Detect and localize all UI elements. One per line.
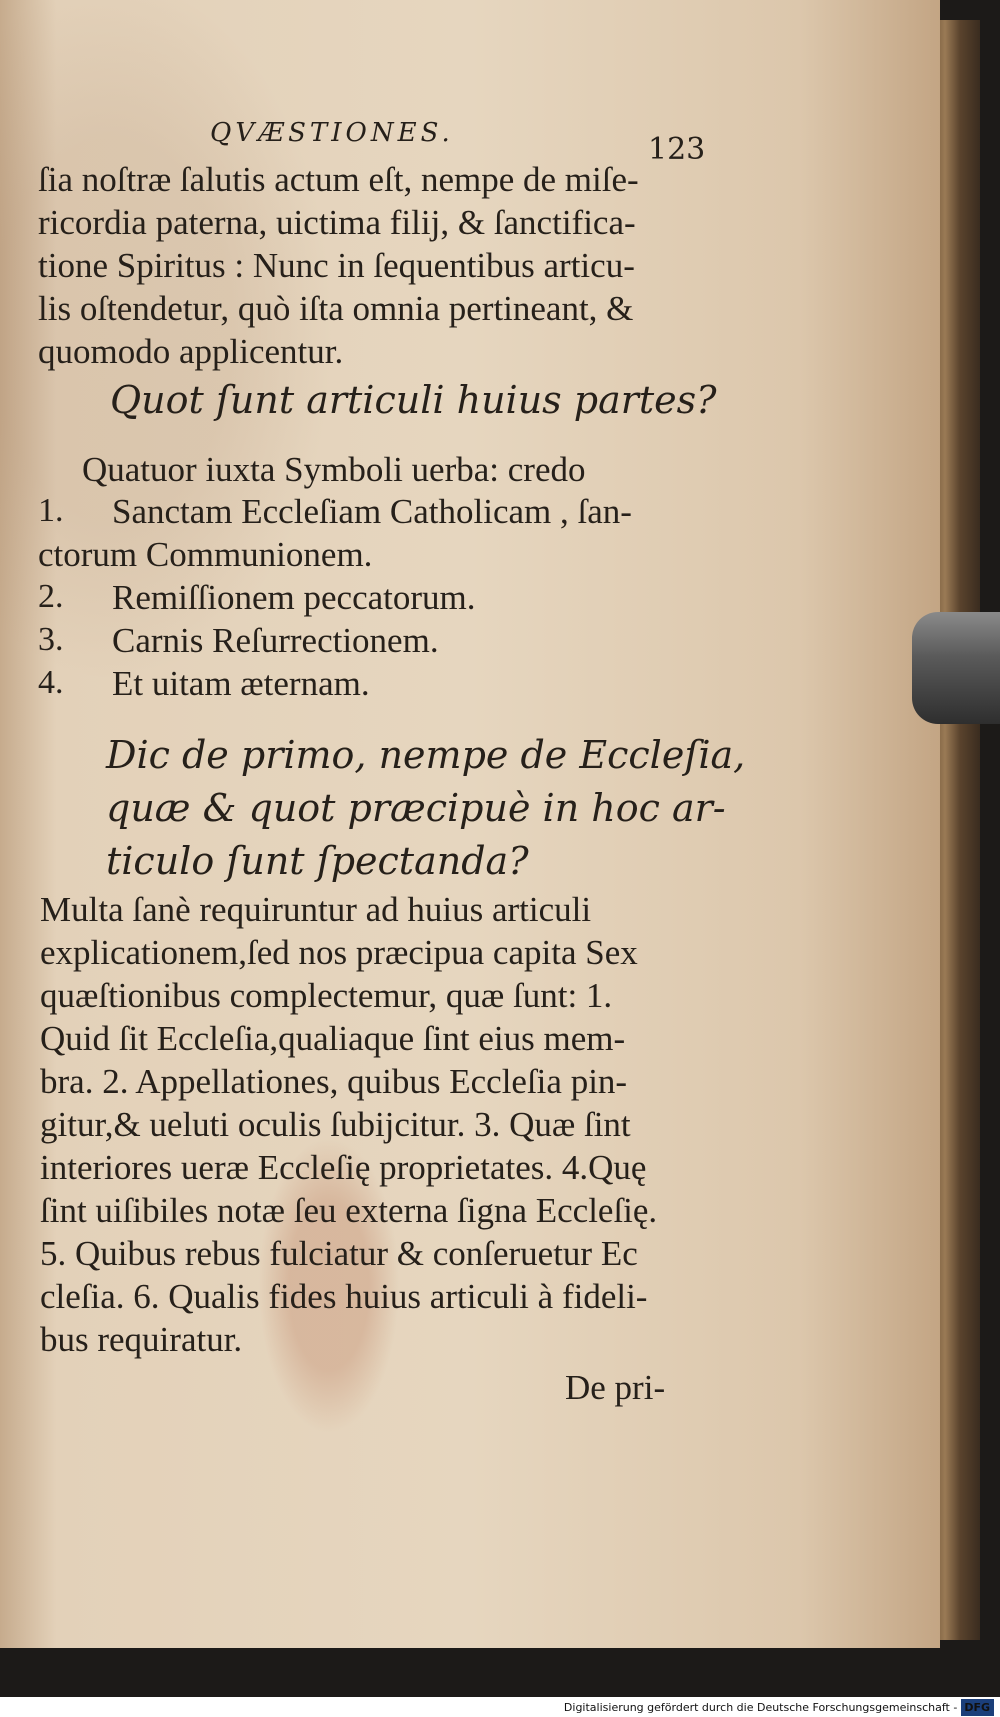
text-line: quæſtionibus complectemur, quæ ſunt: 1. [40,976,613,1015]
credit-text: Digitalisierung gefördert durch die Deutsche Forschungsgemeinschaft - [563,1700,958,1714]
heading-line: ticulo ſunt ſpectanda? [106,839,529,883]
heading-line: quæ & quot præcipuè in hoc ar- [106,786,726,830]
page-number: 123 [648,132,706,167]
part-number: 3. [38,621,64,658]
part-number: 2. [38,578,64,615]
text-line: bra. 2. Appellationes, quibus Eccleſia pin- [40,1062,628,1101]
catchword: De pri- [565,1368,666,1407]
running-head: QVÆSTIONES. [210,118,454,148]
text-line: lis oſtendetur, quò iſta omnia pertineant, & [38,289,634,328]
text-line: ſia noſtræ ſalutis actum eſt, nempe de miſe- [38,160,639,199]
part-text: Carnis Reſurrectionem. [112,621,439,660]
book-clasp [912,612,1000,724]
text-line: ricordia paterna, uictima filij, & ſanctifica- [38,203,636,242]
text-line: explicationem,ſed nos præcipua capita Sex [40,933,638,972]
text-line: gitur,& ueluti oculis ſubijcitur. 3. Quæ ſint [40,1105,631,1144]
text-line: interiores ueræ Eccleſię proprietates. 4.Quę [40,1148,647,1187]
text-line: quomodo applicentur. [38,332,344,371]
part-text: Remiſſionem peccatorum. [112,578,476,617]
text-line: cleſia. 6. Qualis fides huius articuli à fideli- [40,1277,648,1316]
text-line: Quid ſit Eccleſia,qualiaque ſint eius mem- [40,1019,626,1058]
part-text: ctorum Communionem. [38,535,373,574]
digitization-credit-bar [0,1697,1000,1717]
part-text: Et uitam æternam. [112,664,370,703]
part-number: 4. [38,664,64,701]
question-heading-1: Quot ſunt articuli huius partes? [110,378,717,422]
part-number: 1. [38,492,64,529]
text-line: 5. Quibus rebus fulciatur & conſeruetur Ec [40,1234,638,1273]
answer-intro: Quatuor iuxta Symboli uerba: credo [82,450,586,489]
part-text: Sanctam Eccleſiam Catholicam , ſan- [112,492,632,531]
text-line: Multa ſanè requiruntur ad huius articuli [40,890,592,929]
text-line: ſint uiſibiles notæ ſeu externa ſigna Eccleſię. [40,1191,658,1230]
heading-line: Dic de primo, nempe de Eccleſia, [106,733,746,777]
text-line: bus requiratur. [40,1320,243,1359]
text-line: tione Spiritus : Nunc in ſequentibus articu- [38,246,635,285]
dfg-logo: DFG [961,1699,994,1716]
